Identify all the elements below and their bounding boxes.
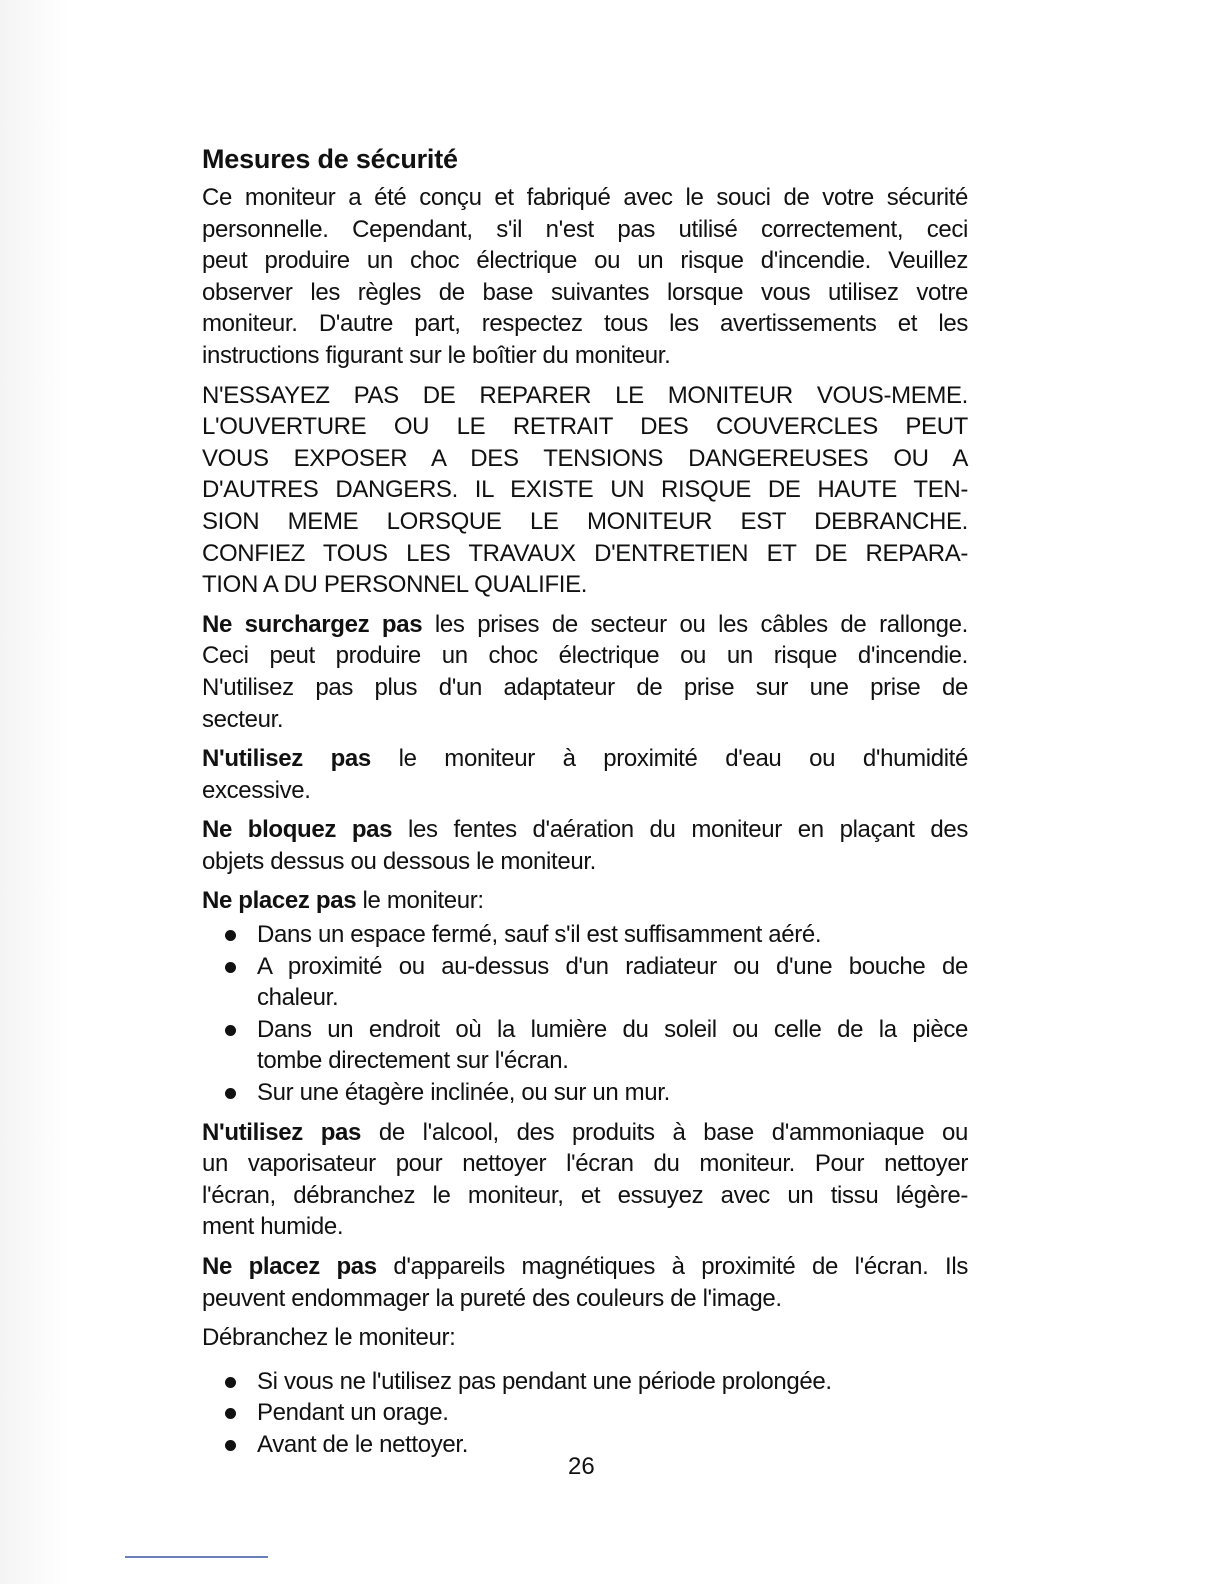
bullet-icon — [225, 1025, 236, 1036]
line-text: personnelle. Cependant, s'il n'est pas utilisé correctement, ceci — [202, 215, 968, 243]
line-text: instructions figurant sur le boîtier du moniteur. — [202, 341, 671, 369]
text-line — [257, 982, 968, 1014]
text-line — [202, 308, 968, 340]
line-text: chaleur. — [257, 984, 339, 1012]
text-line — [202, 411, 968, 443]
text-line — [202, 640, 968, 672]
bold-lead: N'utilisez pas — [202, 1118, 362, 1146]
text-line — [202, 1180, 968, 1212]
bold-lead: N'utilisez pas — [202, 745, 371, 773]
line-text: L'OUVERTURE OU LE RETRAIT DES COUVERCLES PEUT — [202, 413, 968, 441]
line-text: excessive. — [202, 776, 311, 804]
text-line — [202, 1148, 968, 1180]
text-line — [202, 609, 968, 641]
text-line — [257, 1429, 968, 1461]
line-text: SION MEME LORSQUE LE MONITEUR EST DEBRANCHE. — [202, 507, 968, 535]
line-text: Dans un endroit où la lumière du soleil ou celle de la pièce — [257, 1015, 968, 1043]
line-text: N'utilisez pas plus d'un adaptateur de prise sur une prise de — [202, 673, 968, 701]
text-line — [202, 775, 968, 807]
text-line — [202, 743, 968, 775]
text-line — [202, 380, 968, 412]
text-line — [202, 569, 968, 601]
line-text: l'écran, débranchez le moniteur, et essuyez avec un tissu légère- — [202, 1181, 968, 1209]
document-page — [202, 142, 968, 1469]
line-text: Si vous ne l'utilisez pas pendant une période prolongée. — [257, 1367, 832, 1395]
line-text: D'AUTRES DANGERS. IL EXISTE UN RISQUE DE HAUTE TEN- — [202, 476, 968, 504]
bullet-item — [202, 1077, 968, 1109]
line-text: le moniteur: — [356, 887, 484, 915]
line-text: Sur une étagère inclinée, ou sur un mur. — [257, 1079, 670, 1107]
line-text: moniteur. D'autre part, respectez tous les avertissements et les — [202, 310, 968, 338]
text-line — [202, 340, 968, 372]
bullet-item — [202, 1397, 968, 1429]
text-line — [257, 1014, 968, 1046]
line-text: Pendant un orage. — [257, 1399, 449, 1427]
line-text: de l'alcool, des produits à base d'ammoniaque ou — [361, 1118, 968, 1146]
line-text: A proximité ou au-dessus d'un radiateur ou d'une bouche de — [257, 952, 968, 980]
line-text: Débranchez le moniteur: — [202, 1324, 456, 1352]
line-text: ment humide. — [202, 1213, 344, 1241]
text-line — [202, 814, 968, 846]
paragraph — [202, 609, 968, 735]
paragraph — [202, 743, 968, 806]
line-text: d'appareils magnétiques à proximité de l'écran. Ils — [376, 1253, 968, 1280]
text-line — [202, 704, 968, 736]
text-line — [202, 277, 968, 309]
text-line — [202, 214, 968, 246]
bullet-item — [202, 1014, 968, 1077]
line-text: les prises de secteur ou les câbles de rallonge. — [422, 610, 968, 638]
bold-lead: Ne placez pas — [202, 1253, 377, 1280]
paragraph — [202, 885, 968, 917]
line-text: le moniteur à proximité d'eau ou d'humidité — [370, 745, 968, 773]
paragraph — [202, 182, 968, 372]
paragraph — [202, 1251, 968, 1314]
bold-lead: Ne bloquez pas — [202, 816, 393, 844]
text-line — [202, 182, 968, 214]
text-line — [202, 1211, 968, 1243]
bullet-item — [202, 951, 968, 1014]
paragraph — [202, 814, 968, 877]
bullet-icon — [225, 962, 236, 973]
bullet-item — [202, 1366, 968, 1398]
bold-lead: Ne placez pas — [202, 887, 357, 915]
text-line — [202, 1117, 968, 1149]
line-text: secteur. — [202, 705, 284, 733]
line-text: Ceci peut produire un choc électrique ou un risque d'incendie. — [202, 642, 968, 670]
line-text: Avant de le nettoyer. — [257, 1430, 469, 1458]
line-text: CONFIEZ TOUS LES TRAVAUX D'ENTRETIEN ET DE REPARA- — [202, 539, 968, 567]
text-line — [257, 951, 968, 983]
footer-rule — [125, 1556, 268, 1558]
line-text: VOUS EXPOSER A DES TENSIONS DANGEREUSES OU A — [202, 444, 968, 472]
text-line — [202, 474, 968, 506]
line-text: observer les règles de base suivantes lorsque vous utilisez votre — [202, 278, 968, 306]
text-line — [202, 538, 968, 570]
line-text: les fentes d'aération du moniteur en plaçant des — [392, 816, 968, 844]
text-line — [202, 846, 968, 878]
text-line — [202, 672, 968, 704]
body-content — [202, 182, 968, 1461]
text-line — [257, 1366, 968, 1398]
bullet-icon — [225, 1440, 236, 1451]
line-text: Ce moniteur a été conçu et fabriqué avec le souci de votre sécurité — [202, 184, 968, 211]
line-text: objets dessus ou dessous le moniteur. — [202, 847, 596, 875]
line-text: peuvent endommager la pureté des couleurs de l'image. — [202, 1284, 782, 1312]
text-line — [202, 1322, 968, 1354]
line-text: N'ESSAYEZ PAS DE REPARER LE MONITEUR VOUS-MEME. — [202, 381, 968, 409]
text-line — [257, 1045, 968, 1077]
line-text: Dans un espace fermé, sauf s'il est suffisamment aéré. — [257, 921, 822, 949]
bullet-icon — [225, 1377, 236, 1388]
text-line — [257, 1397, 968, 1429]
paragraph — [202, 1322, 968, 1354]
line-text: TION A DU PERSONNEL QUALIFIE. — [202, 571, 588, 599]
bullet-icon — [225, 1408, 236, 1419]
bold-lead: Ne surchargez pas — [202, 610, 423, 638]
bullet-icon — [225, 930, 236, 941]
line-text: tombe directement sur l'écran. — [257, 1047, 569, 1075]
bullet-icon — [225, 1088, 236, 1099]
line-text: un vaporisateur pour nettoyer l'écran du moniteur. Pour nettoyer — [202, 1150, 968, 1178]
scan-edge-shade — [0, 0, 70, 1584]
section-title: Mesures de sécurité — [202, 144, 458, 174]
text-line — [202, 1251, 968, 1283]
text-line — [202, 506, 968, 538]
text-line — [257, 919, 968, 951]
bullet-item — [202, 919, 968, 951]
text-line — [202, 443, 968, 475]
text-line — [202, 245, 968, 277]
line-text: peut produire un choc électrique ou un risque d'incendie. Veuillez — [202, 247, 968, 275]
paragraph — [202, 380, 968, 601]
page-number: 26 — [568, 1453, 595, 1480]
paragraph — [202, 1117, 968, 1243]
text-line — [257, 1077, 968, 1109]
text-line — [202, 885, 968, 917]
text-line — [202, 1283, 968, 1315]
